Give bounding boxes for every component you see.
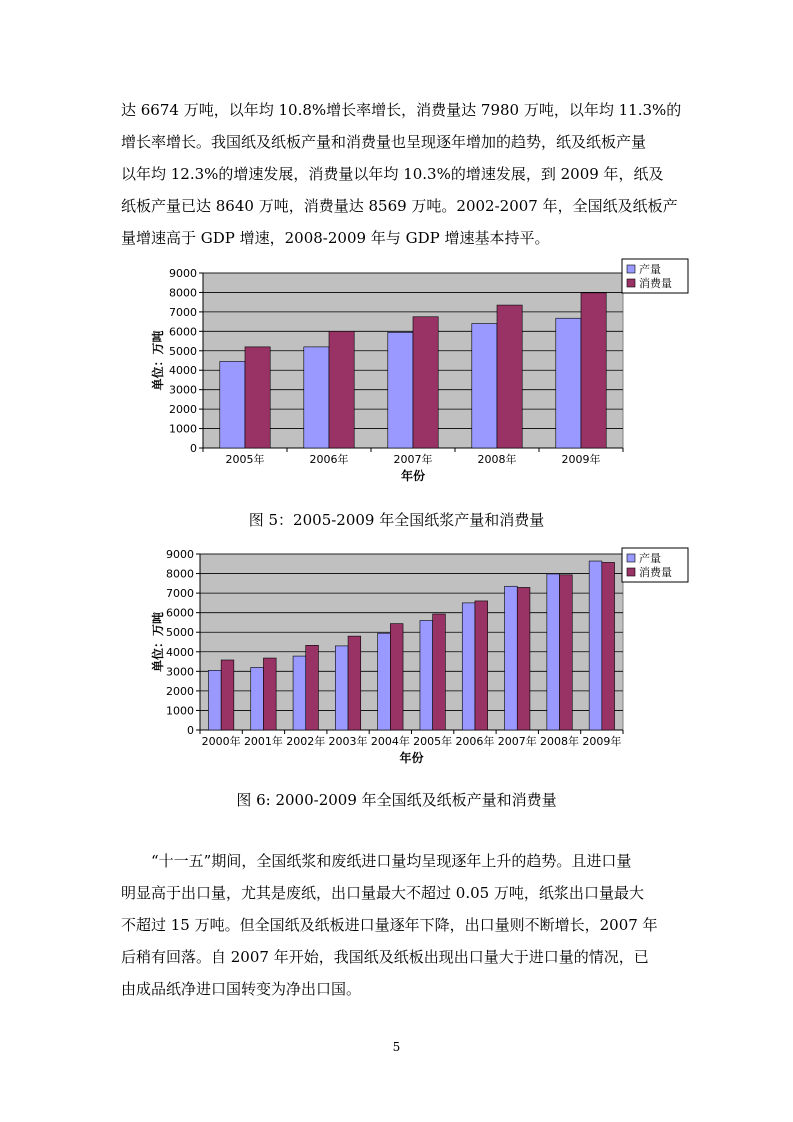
y-tick-label: 5000 [166,626,194,640]
y-tick-label: 8000 [166,567,194,581]
paragraph-line: 不超过 15 万吨。但全国纸及纸板进口量逐年下降，出口量则不断增长，2007 年 [121,916,658,934]
bar-consumption [306,645,319,730]
intro-paragraph [121,94,682,254]
bar-production [388,332,413,448]
x-tick-label: 2009年 [582,735,622,748]
legend-label: 消费量 [639,277,672,290]
bar-consumption [517,587,530,730]
bar-consumption [348,636,361,730]
x-tick-label: 2009年 [561,453,601,466]
paragraph-line: 明显高于出口量，尤其是废纸，出口量最大不超过 0.05 万吨，纸浆出口量最大 [121,884,644,902]
bar-production [335,646,348,730]
y-tick-label: 0 [187,724,194,737]
x-tick-label: 2000年 [201,735,241,748]
x-axis-title: 年份 [399,751,424,765]
legend-swatch [627,265,635,273]
x-tick-label: 2001年 [243,735,283,748]
legend [622,548,688,582]
legend-label: 产量 [639,552,661,565]
bar-production [304,347,329,448]
y-tick-label: 2000 [169,403,197,417]
y-tick-label: 1000 [166,704,194,718]
y-tick-label: 5000 [169,344,197,358]
x-tick-label: 2006年 [455,735,495,748]
bar-production [472,324,497,448]
figure-5-caption: 图 5：2005-2009 年全国纸浆产量和消费量 [248,511,545,529]
y-tick-label: 7000 [166,587,194,601]
legend [622,259,688,293]
legend-swatch [627,554,635,562]
y-tick-label: 0 [190,442,197,455]
x-axis-title: 年份 [400,469,426,483]
y-tick-label: 4000 [169,364,197,378]
x-tick-label: 2006年 [309,453,349,466]
bar-consumption [560,575,573,730]
bar-consumption [413,317,438,448]
bar-production [547,574,560,730]
bar-consumption [475,601,488,730]
paragraph-line: 增长率增长。我国纸及纸板产量和消费量也呈现逐年增加的趋势，纸及纸板产量 [121,133,647,151]
bar-production [420,620,433,730]
paragraph-line: 量增速高于 GDP 增速，2008-2009 年与 GDP 增速基本持平。 [121,229,550,247]
bar-production [589,561,602,730]
y-tick-label: 6000 [166,606,194,620]
legend-label: 产量 [639,263,661,276]
bar-consumption [433,614,446,730]
paragraph-line: 纸板产量已达 8640 万吨，消费量达 8569 万吨。2002-2007 年，全国纸及纸板产 [121,197,678,215]
paper-board-production-consumption-chart [150,545,690,775]
paragraph-line: 由成品纸净进口国转变为净出口国。 [121,980,362,998]
legend-swatch [627,568,635,576]
y-tick-label: 4000 [166,645,194,659]
x-tick-label: 2008年 [477,453,517,466]
paragraph-line: 达 6674 万吨，以年均 10.8%增长率增长，消费量达 7980 万吨，以年均 11.3%的 [121,101,682,119]
legend-swatch [627,279,635,287]
bar-production [462,603,475,730]
bar-production [208,670,221,730]
y-tick-label: 3000 [166,665,194,679]
bar-consumption [329,331,354,448]
bar-production [251,667,264,730]
y-tick-label: 8000 [169,286,197,300]
y-axis-title: 单位：万吨 [151,330,165,391]
bar-consumption [245,347,270,448]
x-tick-label: 2007年 [393,453,433,466]
bar-consumption [602,562,615,730]
bar-production [378,633,391,730]
x-tick-label: 2007年 [497,735,537,748]
x-tick-label: 2002年 [286,735,326,748]
bar-production [505,586,518,730]
paragraph-line: 以年均 12.3%的增速发展，消费量以年均 10.3%的增速发展，到 2009 年，纸及 [121,165,664,183]
bar-production [293,656,306,730]
legend-label: 消费量 [639,566,672,579]
paragraph-line: 后稍有回落。自 2007 年开始，我国纸及纸板出现出口量大于进口量的情况，已 [121,948,649,966]
x-tick-label: 2005年 [225,453,265,466]
bar-production [556,318,581,448]
x-tick-label: 2004年 [370,735,410,748]
y-tick-label: 1000 [169,422,197,436]
bar-production [220,361,245,448]
page-number: 5 [392,1040,401,1054]
x-tick-label: 2003年 [328,735,368,748]
x-tick-label: 2008年 [540,735,580,748]
y-tick-label: 3000 [169,383,197,397]
y-tick-label: 9000 [166,548,194,561]
pulp-production-consumption-chart [150,258,690,494]
bar-consumption [390,624,403,730]
chart-svg [150,545,690,775]
paragraph-line: “十一五”期间，全国纸浆和废纸进口量均呈现逐年上升的趋势。且进口量 [151,852,632,870]
x-tick-label: 2005年 [413,735,453,748]
y-tick-label: 6000 [169,325,197,339]
y-tick-label: 9000 [169,267,197,280]
chart-svg [150,258,690,494]
bar-consumption [581,293,606,448]
bar-consumption [497,305,522,448]
bar-consumption [263,658,276,730]
y-axis-title: 单位：万吨 [151,611,165,673]
y-tick-label: 7000 [169,305,197,319]
y-tick-label: 2000 [166,684,194,698]
bar-consumption [221,660,234,730]
figure-6-caption: 图 6: 2000-2009 年全国纸及纸板产量和消费量 [236,791,557,809]
import-export-paragraph [121,845,674,1005]
